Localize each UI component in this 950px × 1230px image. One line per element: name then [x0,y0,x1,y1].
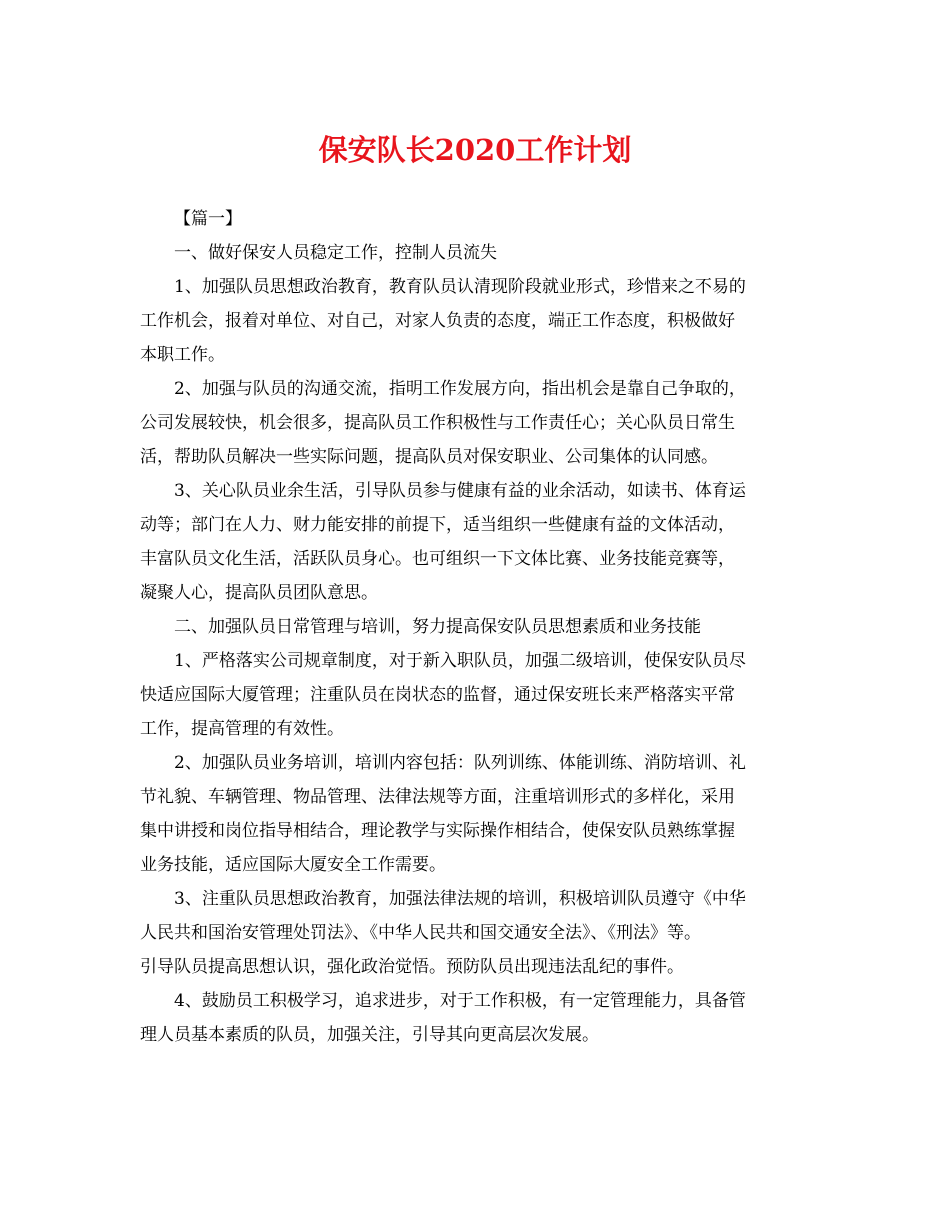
paragraph-line: 1、严格落实公司规章制度，对于新入职队员，加强二级培训，使保安队员尽 [174,651,746,671]
section-label: 【篇一】 [174,209,242,229]
paragraph-line: 节礼貌、车辆管理、物品管理、法律法规等方面，注重培训形式的多样化，采用 [140,787,735,807]
section-heading-1: 一、做好保安人员稳定工作，控制人员流失 [174,243,497,263]
paragraph-line: 凝聚人心，提高队员团队意思。 [140,583,378,603]
paragraph-line: 动等；部门在人力、财力能安排的前提下，适当组织一些健康有益的文体活动， [140,515,735,535]
paragraph-line: 4、鼓励员工积极学习，追求进步，对于工作积极，有一定管理能力，具备管 [174,991,746,1011]
paragraph-line: 2、加强队员业务培训，培训内容包括：队列训练、体能训练、消防培训、礼 [174,753,746,773]
document-body [140,202,810,1052]
paragraph-line: 人民共和国治安管理处罚法》、《中华人民共和国交通安全法》、《刑法》等。 [140,923,701,943]
paragraph-1 [140,270,810,372]
paragraph-line: 工作，提高管理的有效性。 [140,719,344,739]
section-heading-2: 二、加强队员日常管理与培训，努力提高保安队员思想素质和业务技能 [174,617,701,637]
paragraph-5 [140,746,810,882]
paragraph-6 [140,882,810,984]
paragraph-3 [140,474,810,610]
document-title: 保安队长2020工作计划 [318,133,632,167]
paragraph-7 [140,984,810,1052]
paragraph-line: 引导队员提高思想认识，强化政治觉悟。预防队员出现违法乱纪的事件。 [140,957,684,977]
paragraph-line: 丰富队员文化生活，活跃队员身心。也可组织一下文体比赛、业务技能竞赛等， [140,549,735,569]
paragraph-line: 公司发展较快，机会很多，提高队员工作积极性与工作责任心；关心队员日常生 [140,413,735,433]
paragraph-line: 本职工作。 [140,345,225,365]
paragraph-4 [140,644,810,746]
paragraph-line: 3、关心队员业余生活，引导队员参与健康有益的业余活动，如读书、体育运 [174,481,746,501]
paragraph-line: 活，帮助队员解决一些实际问题，提高队员对保安职业、公司集体的认同感。 [140,447,718,467]
paragraph-line: 工作机会，报着对单位、对自己，对家人负责的态度，端正工作态度，积极做好 [140,311,735,331]
paragraph-line: 2、加强与队员的沟通交流，指明工作发展方向，指出机会是靠自己争取的， [174,379,746,399]
paragraph-line: 业务技能，适应国际大厦安全工作需要。 [140,855,446,875]
paragraph-2 [140,372,810,474]
paragraph-line: 3、注重队员思想政治教育，加强法律法规的培训，积极培训队员遵守《中华 [174,889,746,909]
paragraph-line: 1、加强队员思想政治教育，教育队员认清现阶段就业形式，珍惜来之不易的 [174,277,746,297]
paragraph-line: 理人员基本素质的队员，加强关注，引导其向更高层次发展。 [140,1025,599,1045]
paragraph-line: 快适应国际大厦管理；注重队员在岗状态的监督，通过保安班长来严格落实平常 [140,685,735,705]
paragraph-line: 集中讲授和岗位指导相结合，理论教学与实际操作相结合，使保安队员熟练掌握 [140,821,735,841]
